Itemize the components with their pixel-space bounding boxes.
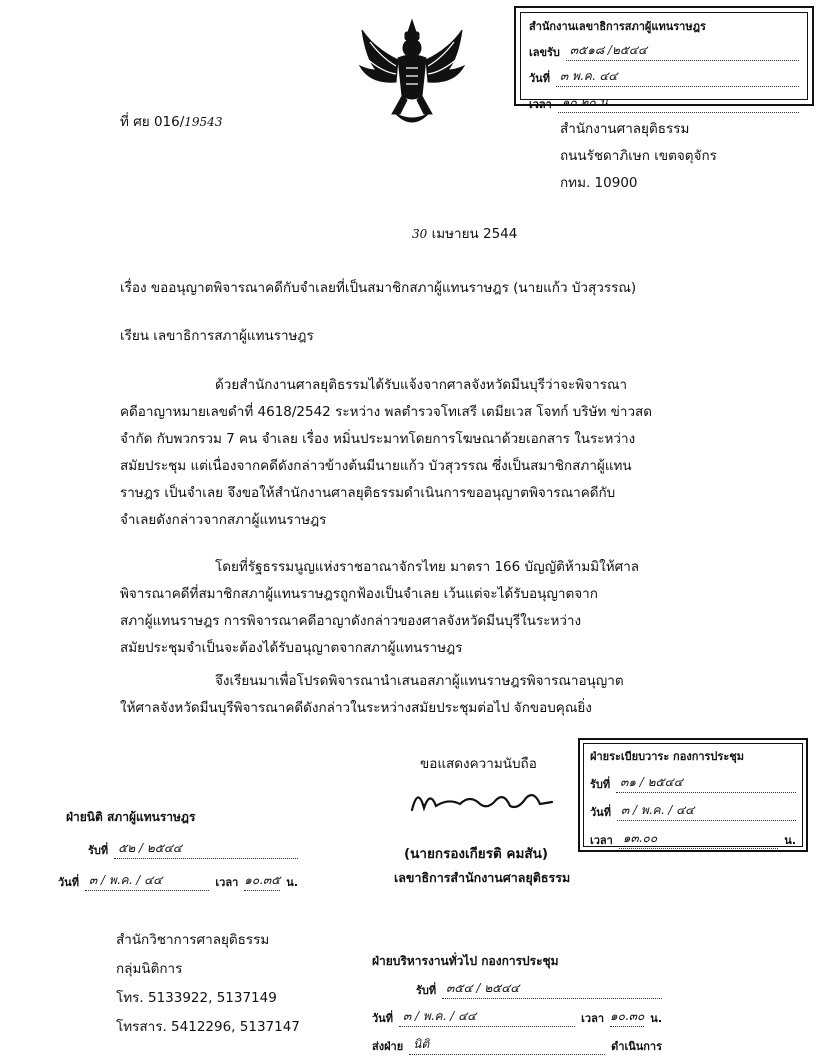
stamp-row-time: เวลา ๑๓.๐๐ น. (590, 831, 796, 847)
garuda-emblem (352, 18, 472, 130)
stamp-row-time: เวลา ๑๐.๒๐ น. (529, 93, 799, 113)
stamp-row-date: วันที่ ๓ / พ.ค. / ๔๔ (590, 801, 796, 821)
letter-date: 30 เมษายน 2544 (412, 226, 518, 242)
footer-line-4: โทรสาร. 5412296, 5137147 (116, 1019, 300, 1035)
sender-line-1: สำนักงานศาลยุติธรรม (560, 121, 690, 137)
signer-name: (นายกรองเกียรติ คมสัน) (404, 846, 548, 862)
receipt-stamp-secretariat (514, 6, 814, 111)
stamp-row-receipt-no: รับที่ ๕๒ / ๒๕๔๔ (58, 839, 298, 859)
footer-line-2: กลุ่มนิติการ (116, 961, 183, 977)
stamp-row-receipt-no: เลขรับ ๓๕๑๘ /๒๕๔๔ (529, 41, 799, 61)
footer-line-3: โทร. 5133922, 5137149 (116, 990, 277, 1006)
letter-salutation: เรียน เลขาธิการสภาผู้แทนราษฎร (120, 328, 314, 344)
body-paragraph-2: โดยที่รัฐธรรมนูญแห่งราชอาณาจักรไทย มาตรา 166 บัญญัติห้ามมิให้ศาล พิจารณาคดีที่สมาชิกสภาผู้แทนราษฎรถูกฟ้องเป็นจำเลย เว้นแต่จะได้รับอนุญาตจาก สภาผู้แทนราษฎร การพิจารณาคดีอาญาดังกล่าวของศาลจังหวัดมีนบุรีในระหว่าง สมัยประชุมจำเป็นจะต้องได้รับอนุญาตจากสภาผู้แทนราษฎร (120, 559, 640, 656)
stamp-row-date: วันที่ ๓ / พ.ค. / ๔๔ เวลา ๑๐.๓๕ น. (58, 873, 298, 889)
footer-contact (116, 926, 300, 1042)
stamp-title: ฝ่ายระเบียบวาระ กองการประชุม (590, 750, 744, 763)
body-paragraph-3: จึงเรียนมาเพื่อโปรดพิจารณานำเสนอสภาผู้แทนราษฎรพิจารณาอนุญาต ให้ศาลจังหวัดมีนบุรีพิจารณาคดีดังกล่าวในระหว่างสมัยประชุมต่อไป จักขอบคุณยิ่ง (120, 673, 624, 716)
reference-number: ที่ ศย 016/19543 (120, 114, 223, 130)
closing-phrase: ขอแสดงความนับถือ (420, 756, 537, 772)
receipt-stamp-admin (372, 952, 662, 1055)
handwritten-signature (408, 780, 558, 820)
stamp-row-date: วันที่ ๓ / พ.ค. / ๔๔ เวลา ๑๐.๓๐ น. (372, 1009, 662, 1025)
sender-line-2: ถนนรัชดาภิเษก เขตจตุจักร (560, 148, 717, 164)
footer-line-1: สำนักวิชาการศาลยุติธรรม (116, 932, 270, 948)
stamp-row-date: วันที่ ๓ พ.ค. ๔๔ (529, 67, 799, 87)
stamp-title: ฝ่ายบริหารงานทั่วไป กองการประชุม (372, 954, 559, 968)
letter-subject: เรื่อง ขออนุญาตพิจารณาคดีกับจำเลยที่เป็นสมาชิกสภาผู้แทนราษฎร (นายแก้ว บัวสุวรรณ) (120, 280, 637, 296)
receipt-stamp-legal (58, 808, 298, 891)
stamp-title: สำนักงานเลขาธิการสภาผู้แทนราษฎร (529, 20, 706, 33)
stamp-row-receipt-no: รับที่ ๓๕๔ / ๒๕๔๔ (372, 979, 662, 999)
stamp-row-receipt-no: รับที่ ๓๑ / ๒๕๔๔ (590, 773, 796, 793)
stamp-title: ฝ่ายนิติ สภาผู้แทนราษฎร (66, 810, 196, 824)
signer-title: เลขาธิการสำนักงานศาลยุติธรรม (394, 870, 571, 885)
receipt-stamp-agenda (578, 738, 808, 852)
sender-line-3: กทม. 10900 (560, 175, 638, 191)
body-paragraph-1: ด้วยสำนักงานศาลยุติธรรมได้รับแจ้งจากศาลจังหวัดมีนบุรีว่าจะพิจารณา คดีอาญาหมายเลขดำที่ 4618/2542 ระหว่าง พลตำรวจโทเสรี เตมียเวส โจทก์ บริษัท ข่าวสด จำกัด กับพวกรวม 7 คน จำเลย เรื่อง หมิ่นประมาทโดยการโฆษณาด้วยเอกสาร ในระหว่าง สมัยประชุม แต่เนื่องจากคดีดังกล่าวข้างต้นมีนายแก้ว บัวสุวรรณ ซึ่งเป็นสมาชิกสภาผู้แทน ราษฎร เป็นจำเลย จึงขอให้สำนักงานศาลยุติธรรมดำเนินการขออนุญาตพิจารณาคดีกับ จำเลยดังกล่าวจากสภาผู้แทนราษฎร (120, 377, 653, 528)
stamp-row-forward: ส่งฝ่าย นิติ ดำเนินการ (372, 1037, 662, 1053)
sender-address (560, 116, 717, 197)
